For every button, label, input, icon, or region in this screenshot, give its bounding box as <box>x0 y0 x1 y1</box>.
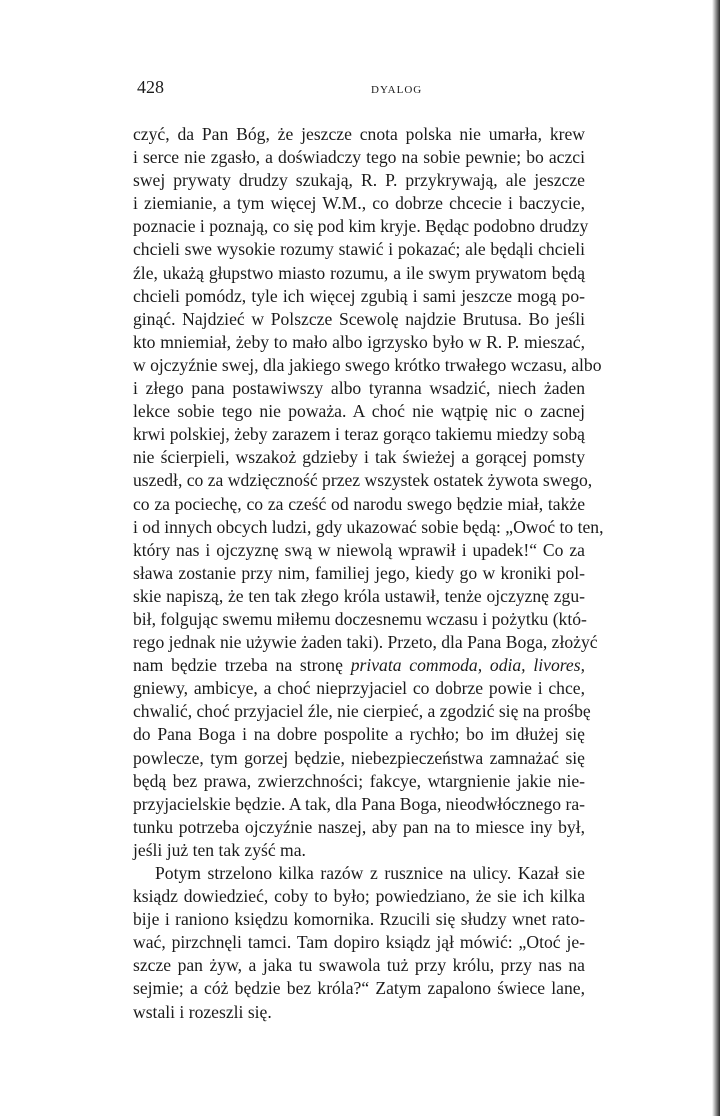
text-line: i ziemianie, a tym więcej W.M., co dobrze chcecie i baczycie, <box>133 193 585 214</box>
text-line: i od innych obcych ludzi, gdy ukazować sobie będą: „Owoć to ten, <box>133 516 604 537</box>
text-line: nie ścierpieli, wszakoż gdzieby i tak świeżej a gorącej pomsty <box>133 447 585 468</box>
text-line: bije i raniono księdzu komornika. Rzucili się słudzy wnet rato- <box>133 909 585 930</box>
text-line: i serce nie zgasło, a doświadczy tego na sobie pewnie; bo aczci <box>133 147 585 168</box>
running-header: DYALOG <box>371 84 423 96</box>
text-line: chcieli pomódz, tyle ich więcej zgubią i sami jeszcze mogą po- <box>133 285 585 306</box>
text-line: skie napiszą, że ten tak złego króla ustawił, tenże ojczyznę zgu- <box>133 585 585 606</box>
text-line: który nas i ojczyznę swą w niewolą wprawił i upadek!“ Co za <box>133 539 585 560</box>
text-line: sejmie; a cóż będzie bez króla?“ Zatym zapalono świece lane, <box>133 978 585 999</box>
text-line: czyć, da Pan Bóg, że jeszcze cnota polska nie umarła, krew <box>133 124 585 144</box>
italic-latin-phrase: privata commoda, odia, livores, <box>350 655 585 676</box>
text-line: krwi polskiej, żeby zarazem i teraz gorąco takiemu miedzy sobą <box>133 424 585 445</box>
text-line: wać, pirzchnęli tamci. Tam dopiro ksiądz jął mówić: „Otoć je- <box>133 932 585 953</box>
text-line: do Pana Boga i na dobre pospolite a rychło; bo im dłużej się <box>133 724 585 745</box>
text-line: lekce sobie tego nie poważa. A choć nie wątpię nic o zacnej <box>133 401 585 422</box>
text-line: przyjacielskie będzie. A tak, dla Pana Boga, nieodwłócznego ra- <box>133 793 585 814</box>
text-line: w ojczyźnie swej, dla jakiego swego krótko trwałego wczasu, albo <box>133 354 602 375</box>
text-segment: nam będzie trzeba na stronę <box>133 655 343 676</box>
body-text <box>133 123 604 1024</box>
text-line: gniewy, ambicye, a choć nieprzyjaciel co dobrze powie i chce, <box>133 678 585 699</box>
text-line: powlecze, tym gorzej będzie, niebezpieczeństwa zamnażać się <box>133 747 585 768</box>
page-number: 428 <box>137 77 164 97</box>
text-line: co za pociechę, co za cześć od narodu swego będzie miał, także <box>133 493 585 514</box>
text-line: tunku potrzeba ojczyźnie naszej, aby pan na to miesce iny był, <box>133 816 585 837</box>
text-line: źle, ukażą głupstwo miasto rozumu, a ile swym prywatom będą <box>133 262 585 283</box>
text-line: uszedł, co za wdzięczność przez wszystek ostatek żywota swego, <box>133 470 593 491</box>
text-line: szcze pan żyw, a jaka tu swawola tuż przy królu, przy nas na <box>133 955 585 976</box>
text-line: ginąć. Najdzieć w Polszcze Scewolę najdzie Brutusa. Bo jeśli <box>133 308 585 329</box>
text-line: sława zostanie przy nim, familiej jego, kiedy go w kroniki pol- <box>133 562 585 583</box>
text-line: jeśli już ten tak zyść ma. <box>133 839 306 860</box>
text-line: ksiądz dowiedzieć, coby to było; powiedziano, że sie ich kilka <box>133 886 585 907</box>
text-line: będą bez prawa, zwierzchności; fakcye, wtargnienie jakie nie- <box>133 770 585 791</box>
text-line: bił, folgując swemu miłemu doczesnemu wczasu i pożytku (któ- <box>133 608 587 629</box>
text-line-with-italic <box>133 654 585 677</box>
text-line: wstali i rozeszli się. <box>133 1001 272 1022</box>
text-line: rego jednak nie używie żaden taki). Przeto, dla Pana Boga, złożyć <box>133 632 598 653</box>
text-line: chwalić, choć przyjaciel źle, nie cierpieć, a zgodzić się na prośbę <box>133 701 591 722</box>
text-line: chcieli swe wysokie rozumy stawić i pokazać; ale będąli chcieli <box>133 239 585 260</box>
page-edge-shadow <box>712 0 720 1116</box>
text-line: poznacie i poznają, co się pod kim kryje. Będąc podobno drudzy <box>133 216 589 237</box>
text-line: kto mniemiał, żeby to mało albo igrzysko było w R. P. mieszać, <box>133 331 585 352</box>
paragraph-first-line: Potym strzelono kilka razów z rusznice na ulicy. Kazał sie <box>155 863 585 883</box>
text-line: i złego pana postawiwszy albo tyranna wsadzić, niech żaden <box>133 378 585 399</box>
text-line: swej prywaty drudzy szukają, R. P. przykrywają, ale jeszcze <box>133 170 585 191</box>
